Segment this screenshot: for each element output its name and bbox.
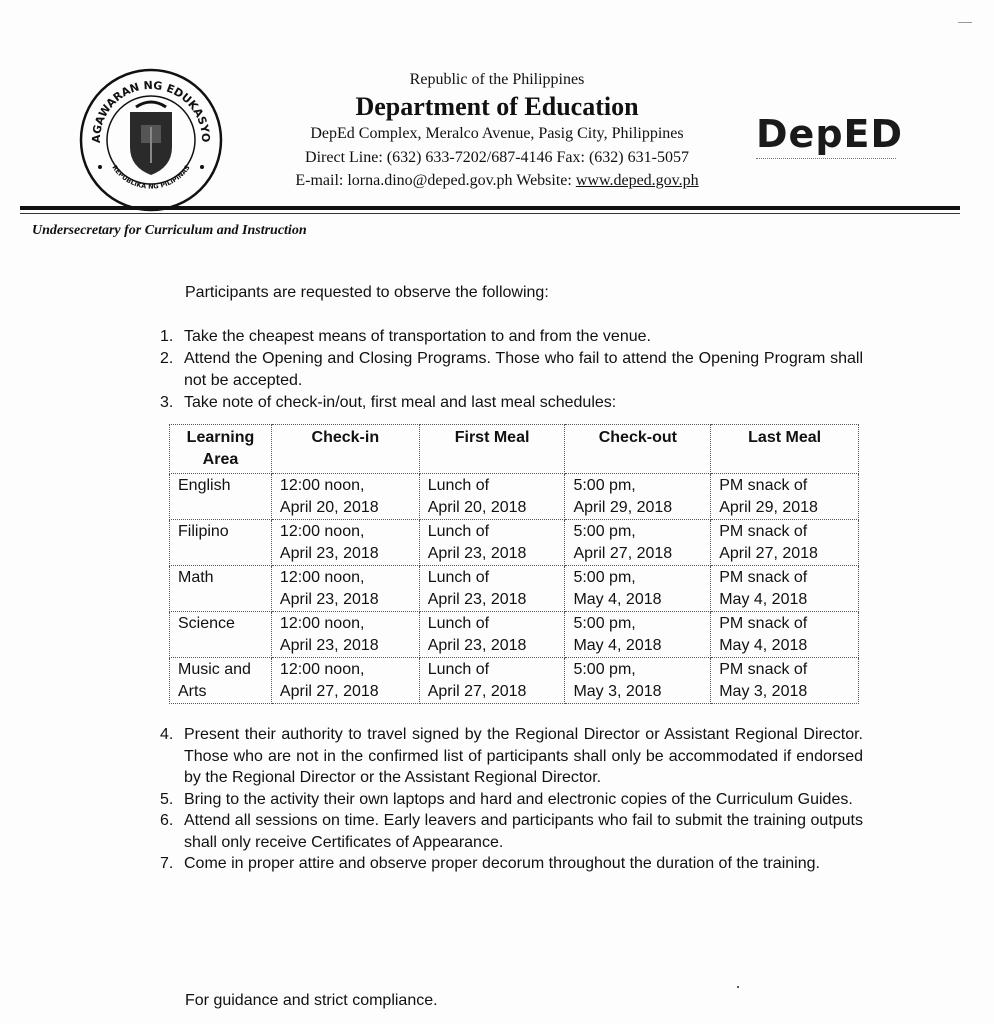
item-text: Bring to the activity their own laptops and hard and electronic copies of the Curriculum Guides. bbox=[184, 790, 853, 808]
cell-line: Lunch of bbox=[427, 615, 490, 632]
header-divider-thick bbox=[20, 206, 960, 210]
header-first-meal: First Meal bbox=[419, 425, 565, 474]
header-email: E-mail: lorna.dino@deped.gov.ph Website: bbox=[295, 172, 576, 189]
cell-last-meal bbox=[711, 612, 859, 658]
table-row bbox=[170, 566, 859, 612]
item-text: Present their authority to travel signed by the Regional Director or Assistant Regional Director. Those who are not in the confirmed list of participants shall only be accommodated if endorsed by the Regional Director or the Assistant Regional Director. bbox=[184, 726, 863, 786]
cell-line: Lunch of bbox=[427, 661, 490, 678]
table-header-row bbox=[170, 425, 859, 474]
item-number: 2. bbox=[160, 350, 174, 367]
schedule-table bbox=[169, 424, 859, 704]
website-link[interactable]: www.deped.gov.ph bbox=[575, 172, 699, 189]
cell-checkout bbox=[565, 566, 711, 612]
cell-area: English bbox=[170, 474, 272, 520]
cell-checkout bbox=[565, 612, 711, 658]
cell-checkout bbox=[565, 520, 711, 566]
deped-wordmark-logo bbox=[756, 112, 914, 174]
cell-area: Science bbox=[170, 612, 272, 658]
cell-line: April 20, 2018 bbox=[279, 499, 379, 516]
list-item bbox=[160, 348, 863, 392]
scan-mark bbox=[958, 22, 972, 23]
list-item bbox=[160, 392, 863, 414]
cell-line: April 23, 2018 bbox=[427, 637, 527, 654]
header-learning-area: Learning Area bbox=[170, 425, 272, 474]
cell-line: April 27, 2018 bbox=[719, 545, 818, 562]
seal-text-bottom: REPUBLIKA NG PILIPINAS bbox=[110, 163, 192, 191]
cell-checkin bbox=[271, 474, 419, 520]
cell-line: PM snack of bbox=[719, 661, 808, 678]
item-text: Take note of check-in/out, first meal and last meal schedules: bbox=[184, 394, 617, 411]
list-item bbox=[160, 326, 863, 348]
cell-line: April 20, 2018 bbox=[427, 499, 527, 516]
intro-text: Participants are requested to observe the following: bbox=[185, 284, 549, 301]
cell-line: May 3, 2018 bbox=[573, 683, 662, 700]
cell-last-meal bbox=[711, 566, 859, 612]
cell-checkin bbox=[271, 566, 419, 612]
header-department: Department of Education bbox=[355, 92, 639, 121]
cell-line: 5:00 pm, bbox=[573, 569, 636, 586]
cell-line: May 4, 2018 bbox=[573, 637, 662, 654]
cell-line: April 23, 2018 bbox=[279, 591, 379, 608]
cell-line: April 29, 2018 bbox=[719, 499, 818, 516]
cell-first-meal bbox=[419, 566, 565, 612]
item-number: 6. bbox=[160, 812, 174, 829]
header-last-meal: Last Meal bbox=[711, 425, 859, 474]
cell-line: April 27, 2018 bbox=[573, 545, 673, 562]
list-item bbox=[160, 789, 863, 811]
cell-line: May 4, 2018 bbox=[719, 637, 808, 654]
cell-first-meal bbox=[419, 658, 565, 704]
item-number: 1. bbox=[160, 328, 174, 345]
cell-area: Music and Arts bbox=[170, 658, 272, 704]
deped-logo-text: DepED bbox=[756, 112, 904, 156]
cell-first-meal bbox=[419, 520, 565, 566]
cell-checkin bbox=[271, 612, 419, 658]
item-text: Come in proper attire and observe proper decorum throughout the duration of the training. bbox=[184, 855, 820, 872]
instructions-list-part2 bbox=[160, 724, 863, 875]
cell-line: 12:00 noon, bbox=[279, 615, 365, 632]
office-name: Undersecretary for Curriculum and Instruction bbox=[32, 223, 307, 238]
cell-area: Filipino bbox=[170, 520, 272, 566]
cell-checkin bbox=[271, 520, 419, 566]
item-text: Attend all sessions on time. Early leavers and participants who fail to submit the training outputs shall only receive Certificates of Appearance. bbox=[184, 812, 863, 851]
cell-line: April 27, 2018 bbox=[427, 683, 527, 700]
cell-first-meal bbox=[419, 474, 565, 520]
table-row bbox=[170, 474, 859, 520]
instructions-list-part1 bbox=[160, 326, 863, 414]
cell-line: April 23, 2018 bbox=[427, 545, 527, 562]
cell-line: 5:00 pm, bbox=[573, 477, 636, 494]
header-address: DepEd Complex, Meralco Avenue, Pasig City, Philippines bbox=[310, 125, 684, 142]
cell-line: May 3, 2018 bbox=[719, 683, 808, 700]
cell-line: May 4, 2018 bbox=[719, 591, 808, 608]
item-number: 7. bbox=[160, 855, 174, 872]
header-check-in: Check-in bbox=[271, 425, 419, 474]
scan-speck bbox=[737, 986, 739, 988]
table-row bbox=[170, 658, 859, 704]
cell-line: PM snack of bbox=[719, 615, 808, 632]
item-number: 4. bbox=[160, 726, 174, 743]
closing-text: For guidance and strict compliance. bbox=[185, 992, 438, 1009]
cell-line: Lunch of bbox=[427, 569, 490, 586]
cell-line: 5:00 pm, bbox=[573, 661, 636, 678]
cell-line: PM snack of bbox=[719, 477, 808, 494]
cell-checkout bbox=[565, 474, 711, 520]
item-text: Take the cheapest means of transportation to and from the venue. bbox=[184, 328, 651, 345]
cell-line: April 29, 2018 bbox=[573, 499, 673, 516]
cell-line: April 27, 2018 bbox=[279, 683, 379, 700]
table-row bbox=[170, 612, 859, 658]
list-item bbox=[160, 853, 863, 875]
seal-text-top: AGAWARAN NG EDUKASYO bbox=[89, 78, 213, 144]
item-number: 3. bbox=[160, 394, 174, 411]
cell-last-meal bbox=[711, 520, 859, 566]
cell-line: 12:00 noon, bbox=[279, 523, 365, 540]
header-email-website bbox=[0, 172, 994, 190]
cell-last-meal bbox=[711, 474, 859, 520]
cell-line: May 4, 2018 bbox=[573, 591, 662, 608]
cell-line: Lunch of bbox=[427, 477, 490, 494]
item-text: Attend the Opening and Closing Programs. Those who fail to attend the Opening Program shall not be accepted. bbox=[184, 350, 863, 389]
cell-line: Lunch of bbox=[427, 523, 490, 540]
cell-line: 5:00 pm, bbox=[573, 523, 636, 540]
cell-line: PM snack of bbox=[719, 523, 808, 540]
header-direct-line: Direct Line: (632) 633-7202/687-4146 Fax: (632) 631-5057 bbox=[305, 149, 689, 166]
logo-tagline-line bbox=[756, 158, 896, 163]
header-divider-thin bbox=[20, 213, 960, 214]
list-item bbox=[160, 724, 863, 789]
item-number: 5. bbox=[160, 790, 174, 808]
header-check-out: Check-out bbox=[565, 425, 711, 474]
cell-line: 12:00 noon, bbox=[279, 477, 365, 494]
cell-first-meal bbox=[419, 612, 565, 658]
cell-line: PM snack of bbox=[719, 569, 808, 586]
cell-line: April 23, 2018 bbox=[427, 591, 527, 608]
cell-last-meal bbox=[711, 658, 859, 704]
header-republic: Republic of the Philippines bbox=[409, 71, 585, 88]
cell-line: April 23, 2018 bbox=[279, 637, 379, 654]
cell-line: 12:00 noon, bbox=[279, 569, 365, 586]
cell-line: 5:00 pm, bbox=[573, 615, 636, 632]
list-item bbox=[160, 810, 863, 853]
cell-area: Math bbox=[170, 566, 272, 612]
cell-checkin bbox=[271, 658, 419, 704]
cell-line: 12:00 noon, bbox=[279, 661, 365, 678]
cell-checkout bbox=[565, 658, 711, 704]
cell-line: April 23, 2018 bbox=[279, 545, 379, 562]
table-row bbox=[170, 520, 859, 566]
